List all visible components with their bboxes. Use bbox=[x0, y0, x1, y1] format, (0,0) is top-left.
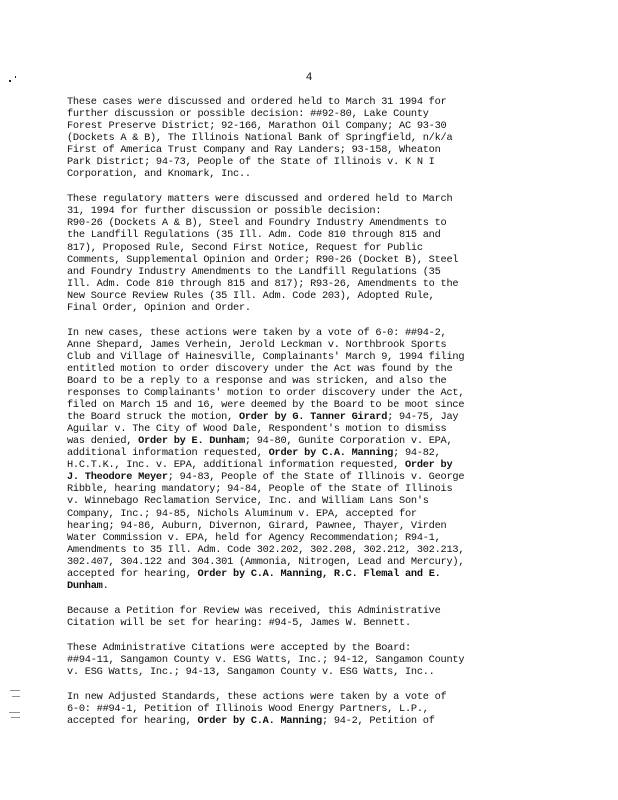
text-line: Park District; 94-73, People of the State of Illinois v. K N I bbox=[67, 156, 435, 169]
order-by-signature: Order by G. Tanner Girard bbox=[238, 411, 388, 424]
paragraph-adjusted-standards bbox=[67, 691, 543, 727]
order-by-signature: Order by C.A. Manning, R.C. Flemal and E. bbox=[197, 567, 441, 580]
text-line: accepted for hearing, Order by C.A. Manning, R.C. Flemal and E. bbox=[67, 567, 441, 580]
paragraph-admin-citations bbox=[67, 642, 543, 678]
text-line: additional information requested, Order by C.A. Manning; 94-82, bbox=[67, 447, 441, 460]
text-line: These Administrative Citations were accepted by the Board: bbox=[67, 641, 411, 654]
text-line: Club and Village of Hainesville, Complainants' March 9, 1994 filing bbox=[67, 350, 465, 363]
text-line: accepted for hearing, Order by C.A. Manning; 94-2, Petition of bbox=[67, 715, 435, 728]
text-line: R90-26 (Dockets A & B), Steel and Foundry Industry Amendments to bbox=[67, 217, 447, 230]
text-line: Final Order, Opinion and Order. bbox=[67, 301, 251, 314]
text-line: entitled motion to order discovery under the Act was found by the bbox=[67, 362, 453, 375]
text-line: Corporation, and Knomark, Inc.. bbox=[67, 168, 251, 181]
text-line: (Dockets A & B), The Illinois National Bank of Springfield, n/k/a bbox=[67, 132, 453, 145]
order-by-signature: Order by bbox=[404, 459, 453, 472]
paragraph-regulatory-matters bbox=[67, 193, 543, 313]
text-line: These regulatory matters were discussed and ordered held to March bbox=[67, 193, 453, 206]
text-line: Ill. Adm. Code 810 through 815 and 817); R93-26, Amendments to the bbox=[67, 277, 459, 290]
text-line: further discussion or possible decision: ##92-80, Lake County bbox=[67, 108, 429, 121]
text-line: and Foundry Industry Amendments to the Landfill Regulations (35 bbox=[67, 265, 441, 278]
scan-speck bbox=[12, 696, 20, 697]
text-line: v. Winnebago Reclamation Service, Inc. and William Lans Son's bbox=[67, 495, 429, 508]
scan-speck bbox=[10, 690, 20, 691]
text-line: Because a Petition for Review was received, this Administrative bbox=[67, 604, 441, 617]
text-line: 6-0: ##94-1, Petition of Illinois Wood Energy Partners, L.P., bbox=[67, 703, 429, 716]
scan-speck bbox=[9, 80, 11, 82]
order-by-signature: Order by C.A. Manning bbox=[268, 447, 394, 460]
text-line: In new cases, these actions were taken by a vote of 6-0: ##94-2, bbox=[67, 326, 447, 339]
paragraph-new-cases bbox=[67, 327, 543, 592]
text-line: Water Commission v. EPA, held for Agency Recommendation; R94-1, bbox=[67, 531, 441, 544]
document-body bbox=[67, 96, 543, 740]
text-line: Board to be a reply to a response and was stricken, and also the bbox=[67, 374, 447, 387]
text-line: ##94-11, Sangamon County v. ESG Watts, Inc.; 94-12, Sangamon County bbox=[67, 653, 465, 666]
paragraph-petition-review bbox=[67, 605, 543, 629]
text-line: Comments, Supplemental Opinion and Order; R90-26 (Docket B), Steel bbox=[67, 253, 459, 266]
text-line: Anne Shepard, James Verhein, Jerold Leckman v. Northbrook Sports bbox=[67, 338, 447, 351]
text-line: Ribble, hearing mandatory; 94-84, People of the State of Illinois bbox=[67, 483, 453, 496]
text-line: filed on March 15 and 16, were deemed by the Board to be moot since bbox=[67, 399, 465, 412]
text-line: New Source Review Rules (35 Ill. Adm. Code 203), Adopted Rule, bbox=[67, 289, 435, 302]
text-line: 817), Proposed Rule, Second First Notice, Request for Public bbox=[67, 241, 423, 254]
page-number: 4 bbox=[305, 72, 313, 84]
text-line: responses to Complainants' motion to order discovery under the Act, bbox=[67, 387, 465, 400]
text-line: Amendments to 35 Ill. Adm. Code 302.202, 302.208, 302.212, 302.213, bbox=[67, 543, 465, 556]
text-line: Company, Inc.; 94-85, Nichols Aluminum v. EPA, accepted for bbox=[67, 507, 417, 520]
text-line: Citation will be set for hearing: #94-5, James W. Bennett. bbox=[67, 616, 411, 629]
order-by-signature: Dunham bbox=[67, 579, 103, 592]
scan-speck bbox=[9, 712, 20, 713]
text-line: hearing; 94-86, Auburn, Divernon, Girard, Pawnee, Thayer, Virden bbox=[67, 519, 447, 532]
text-line: 31, 1994 for further discussion or possible decision: bbox=[67, 205, 382, 218]
text-line: H.C.T.K., Inc. v. EPA, additional information requested, Order by bbox=[67, 459, 453, 472]
text-line: These cases were discussed and ordered held to March 31 1994 for bbox=[67, 96, 447, 108]
scan-speck bbox=[11, 717, 20, 718]
scan-speck bbox=[15, 76, 16, 78]
text-line: First of America Trust Company and Ray Landers; 93-158, Wheaton bbox=[67, 144, 441, 157]
text-line: 302.407, 304.122 and 304.301 (Ammonia, Nitrogen, Lead and Mercury), bbox=[67, 555, 465, 568]
paragraph-held-cases bbox=[67, 96, 543, 180]
text-line: J. Theodore Meyer; 94-83, People of the State of Illinois v. George bbox=[67, 471, 465, 484]
order-by-signature: Order by E. Dunham bbox=[138, 435, 245, 448]
order-by-signature: Order by C.A. Manning bbox=[197, 715, 322, 728]
text-line: was denied, Order by E. Dunham; 94-80, Gunite Corporation v. EPA, bbox=[67, 435, 453, 448]
text-line: In new Adjusted Standards, these actions were taken by a vote of bbox=[67, 691, 447, 704]
text-line: v. ESG Watts, Inc.; 94-13, Sangamon County v. ESG Watts, Inc.. bbox=[67, 666, 435, 679]
text-line: Aguilar v. The City of Wood Dale, Respondent's motion to dismiss bbox=[67, 423, 447, 436]
order-by-signature: J. Theodore Meyer bbox=[67, 471, 168, 484]
text-line: Forest Preserve District; 92-166, Marathon Oil Company; AC 93-30 bbox=[67, 120, 447, 133]
text-line: the Landfill Regulations (35 Ill. Adm. Code 810 through 815 and bbox=[67, 229, 441, 242]
text-line: Dunham. bbox=[67, 579, 109, 592]
text-line: the Board struck the motion, Order by G. Tanner Girard; 94-75, Jay bbox=[67, 411, 459, 424]
